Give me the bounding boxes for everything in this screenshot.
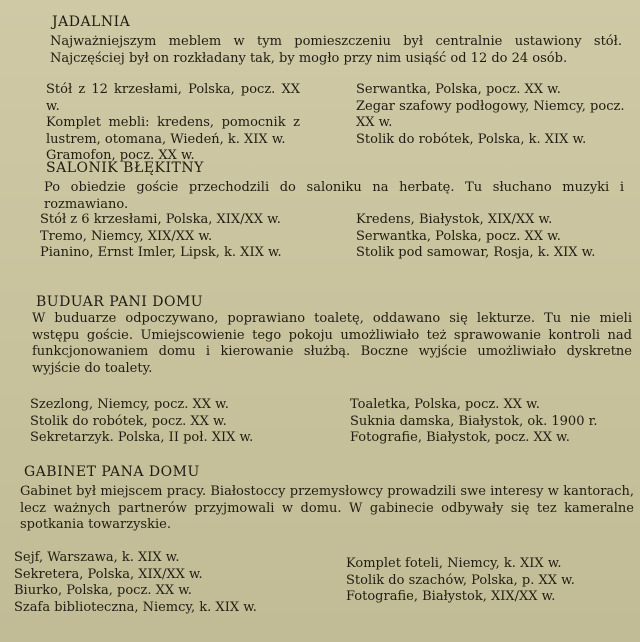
items-right-gabinet	[346, 556, 630, 606]
list-item: Zegar szafowy podłogowy, Niemcy, pocz. XX w.	[356, 98, 625, 130]
list-item: Sekretera, Polska, XIX/XX w.	[14, 566, 203, 582]
items-left-gabinet	[14, 550, 334, 616]
list-item: Komplet foteli, Niemcy, k. XIX w.	[346, 556, 562, 571]
section-intro-jadalnia: Najważniejszym meblem w tym pomieszczeniu był centralnie ustawiony stół. Najczęściej był on rozkładany tak, by mogło przy nim usiąść od 12 do 24 osób.	[50, 34, 622, 66]
list-item: Serwantka, Polska, pocz. XX w.	[356, 82, 561, 97]
list-item: Sekretarzyk. Polska, II poł. XIX w.	[30, 430, 254, 445]
list-item: Toaletka, Polska, pocz. XX w.	[350, 397, 540, 412]
list-item: Suknia damska, Białystok, ok. 1900 r.	[350, 413, 598, 429]
section-title-jadalnia: JADALNIA	[52, 14, 131, 30]
list-item: Stół z 12 krzesłami, Polska, pocz. XX w.	[46, 82, 300, 114]
list-item: Fotografie, Białystok, pocz. XX w.	[350, 430, 570, 445]
list-item: Stolik do robótek, pocz. XX w.	[30, 413, 227, 429]
list-item: Stolik pod samowar, Rosja, k. XIX w.	[356, 245, 596, 260]
items-right-salonik	[356, 212, 628, 262]
list-item: Pianino, Ernst Imler, Lipsk, k. XIX w.	[40, 245, 282, 260]
list-item: Gramofon, pocz. XX w.	[46, 148, 195, 163]
items-left-buduar	[30, 397, 330, 447]
list-item: Fotografie, Białystok, XIX/XX w.	[346, 589, 556, 604]
section-title-buduar: BUDUAR PANI DOMU	[36, 294, 204, 310]
items-right-jadalnia	[356, 82, 628, 148]
section-title-salonik: SALONIK BŁĘKITNY	[46, 160, 204, 176]
list-item: Sejf, Warszawa, k. XIX w.	[14, 550, 180, 565]
section-intro-salonik: Po obiedzie goście przechodzili do saloniku na herbatę. Tu słuchano muzyki i rozmawiano.	[44, 180, 624, 212]
section-intro-buduar: W buduarze odpoczywano, poprawiano toaletę, oddawano się lekturze. Tu nie mieli wstępu goście. Umiejscowienie tego pokoju umożliwiało też sprawowanie kontroli nad funkcjonowaniem domu i kierowanie służbą. Boczne wyjście umożliwiało dyskretne wyjście do toalety.	[32, 311, 632, 376]
section-intro-gabinet: Gabinet był miejscem pracy. Białostoccy przemysłowcy prowadzili swe interesy w kantorach, lecz ważnych partnerów przyjmowali w domu. W gabinecie odbywały się tez kameralne spotkania towarzyskie.	[20, 484, 634, 532]
items-right-buduar	[350, 397, 630, 447]
list-item: Komplet mebli: kredens, pomocnik z lustrem, otomana, Wiedeń, k. XIX w.	[46, 115, 300, 147]
list-item: Stolik do robótek, Polska, k. XIX w.	[356, 131, 587, 147]
list-item: Serwantka, Polska, pocz. XX w.	[356, 228, 561, 244]
items-left-salonik	[40, 212, 340, 262]
list-item: Szezlong, Niemcy, pocz. XX w.	[30, 397, 229, 412]
list-item: Tremo, Niemcy, XIX/XX w.	[40, 228, 213, 244]
list-item: Kredens, Białystok, XIX/XX w.	[356, 212, 553, 227]
items-left-jadalnia	[46, 82, 300, 165]
list-item: Stół z 6 krzesłami, Polska, XIX/XX w.	[40, 212, 281, 227]
list-item: Biurko, Polska, pocz. XX w.	[14, 583, 192, 598]
section-title-gabinet: GABINET PANA DOMU	[24, 464, 200, 480]
list-item: Szafa biblioteczna, Niemcy, k. XIX w.	[14, 599, 257, 615]
list-item: Stolik do szachów, Polska, p. XX w.	[346, 572, 575, 588]
